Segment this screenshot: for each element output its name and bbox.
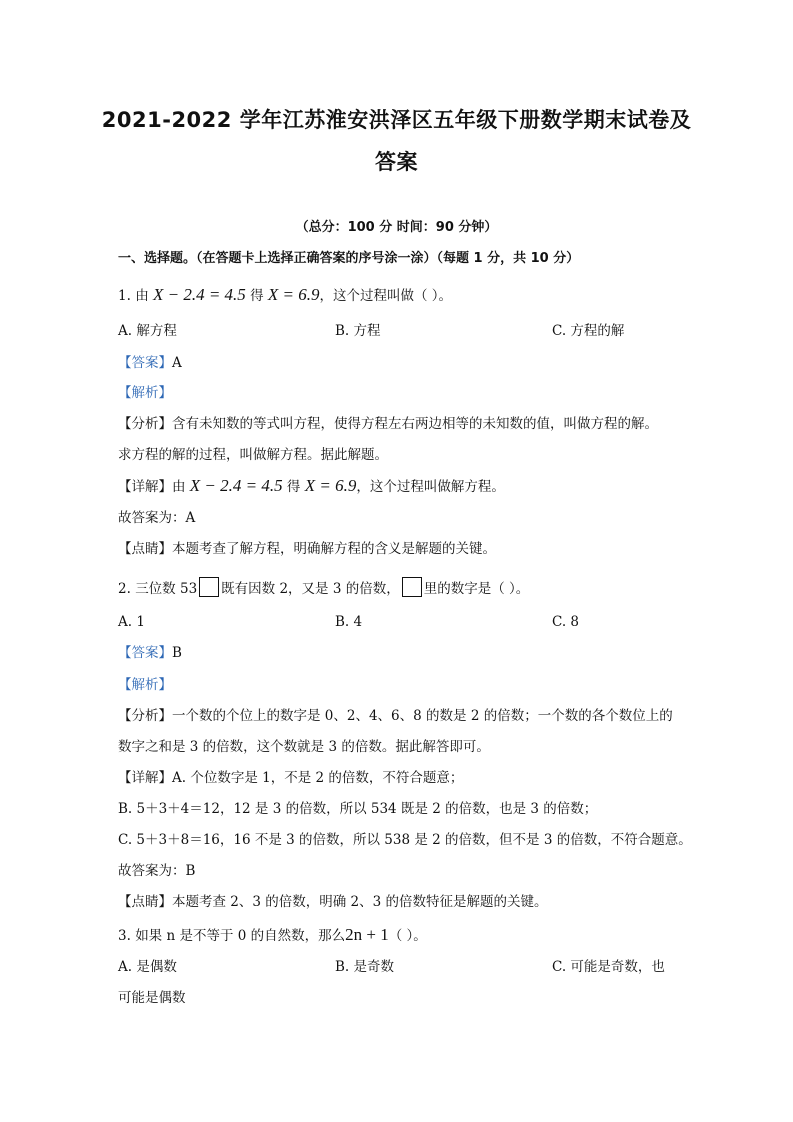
question-text-pre: 由 [135,288,149,304]
q1-option-a: A. 解方程 [118,323,177,339]
q2-dianjing [118,892,548,912]
question-text-mid: 既有因数 2，又是 3 的倍数， [221,581,400,597]
q1-analysis-tag: 【解析】 [118,385,172,401]
q2-xiangjie-line2: B. 5＋3＋4＝12，12 是 3 的倍数，所以 534 既是 2 的倍数，也是 3 的倍数； [118,801,598,817]
q2-option-c: C. 8 [552,614,580,630]
xiangjie-text: A. 个位数字是 1，不是 2 的倍数，不符合题意； [172,770,464,786]
fenxi-text: 含有未知数的等式叫方程，使得方程左右两边相等的未知数的值，叫做方程的解。 [172,416,658,432]
equation-1-repeat: X − 2.4 = 4.5 [189,476,283,495]
q2-option-a: A. 1 [118,614,145,630]
q1-fenxi-line2: 求方程的解的过程，叫做解方程。据此解题。 [118,447,388,463]
xiangjie-post: ，这个过程叫做解方程。 [356,479,505,495]
xiangjie-pre: 由 [172,479,186,495]
q1-option-c: C. 方程的解 [552,323,625,339]
fenxi-tag: 【分析】 [118,416,172,432]
q1-dianjing [118,539,496,559]
question-1 [118,285,452,306]
q3-option-c-continued: 可能是偶数 [118,990,186,1006]
question-number: 1. [118,288,131,304]
q1-final-answer: 故答案为：A [118,510,196,526]
answer-value: A [172,355,182,371]
q1-xiangjie [118,476,505,497]
question-text-pre: 三位数 53 [135,581,198,597]
question-text-post: 里的数字是（ ）。 [423,581,530,597]
expression-2n-plus-1: 2n + 1 [345,925,389,944]
q2-xiangjie-line3: C. 5＋3＋8＝16，16 不是 3 的倍数，所以 538 是 2 的倍数，但不是 3 的倍数，不符合题意。 [118,832,692,848]
fenxi-text: 一个数的个位上的数字是 0、2、4、6、8 的数是 2 的倍数；一个数的各个数位上的 [172,708,673,724]
q2-answer [118,643,182,663]
section-heading-choice: 一、选择题。（在答题卡上选择正确答案的序号涂一涂）（每题 1 分，共 10 分） [118,251,580,266]
q2-final-answer: 故答案为：B [118,863,196,879]
question-text-post: ，这个过程叫做（ ）。 [319,288,453,304]
dianjing-text: 本题考查了解方程，明确解方程的含义是解题的关键。 [172,541,496,557]
q1-answer [118,353,182,373]
dianjing-tag: 【点睛】 [118,541,172,557]
question-number: 3. [118,928,131,944]
xiangjie-tag: 【详解】 [118,479,172,495]
question-text-pre: 如果 n 是不等于 0 的自然数，那么 [135,928,346,944]
equation-2-repeat: X = 6.9 [304,476,357,495]
equation-2: X = 6.9 [267,285,320,304]
answer-tag: 【答案】 [118,645,172,661]
q2-option-b: B. 4 [335,614,363,630]
fenxi-tag: 【分析】 [118,708,172,724]
question-text-mid: 得 [250,288,264,304]
q2-analysis-tag: 【解析】 [118,677,172,693]
xiangjie-tag: 【详解】 [118,770,172,786]
q1-fenxi-line1 [118,414,658,434]
q3-option-a: A. 是偶数 [118,959,177,975]
doc-title-line1: 2021-2022 学年江苏淮安洪泽区五年级下册数学期末试卷及 [101,108,692,132]
blank-box [402,577,422,597]
q2-fenxi-line2: 数字之和是 3 的倍数，这个数就是 3 的倍数。据此解答即可。 [118,739,490,755]
doc-title-line2: 答案 [375,150,418,174]
question-text-post: （ ）。 [388,928,427,944]
xiangjie-mid: 得 [286,479,301,495]
blank-box [199,577,219,597]
q1-option-b: B. 方程 [335,323,381,339]
dianjing-tag: 【点睛】 [118,894,172,910]
q3-option-c: C. 可能是奇数，也 [552,959,665,975]
answer-value: B [172,645,182,661]
question-2 [118,577,529,599]
answer-tag: 【答案】 [118,355,172,371]
question-number: 2. [118,581,131,597]
dianjing-text: 本题考查 2、3 的倍数，明确 2、3 的倍数特征是解题的关键。 [172,894,548,910]
equation-1: X − 2.4 = 4.5 [152,285,246,304]
question-3 [118,925,427,946]
q2-xiangjie-line1 [118,768,463,788]
exam-meta: （总分：100 分 时间：90 分钟） [295,220,498,235]
q2-fenxi-line1 [118,706,673,726]
q3-option-b: B. 是奇数 [335,959,395,975]
